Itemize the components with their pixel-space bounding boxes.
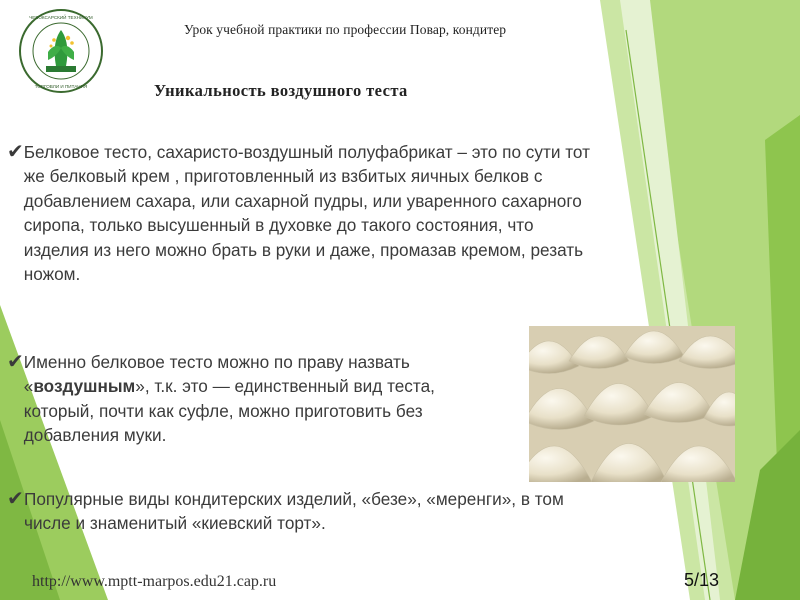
- bullet-2-text-after: », т.к. это — единственный вид теста, который, почти как суфле, можно приготовить без добавления муки.: [23, 376, 435, 446]
- bullet-2-bold-word: воздушным: [33, 376, 136, 397]
- college-logo: [18, 8, 104, 94]
- bullet-1: [7, 140, 597, 286]
- bullet-3: [7, 487, 577, 536]
- checkmark-icon: ✔: [7, 488, 24, 510]
- page-number: 5/13: [684, 570, 720, 590]
- checkmark-icon: ✔: [7, 351, 24, 373]
- bullet-2-text-before: Именно белковое тесто можно по праву назвать «: [23, 352, 410, 397]
- bullet-2: [7, 350, 507, 448]
- svg-text:ЧЕБОКСАРСКИЙ ТЕХНИКУМ: ЧЕБОКСАРСКИЙ ТЕХНИКУМ: [29, 15, 93, 20]
- bullet-2-text: [24, 350, 507, 448]
- checkmark-icon: ✔: [7, 141, 24, 163]
- lesson-header: Урок учебной практики по профессии Повар, кондитер: [184, 22, 507, 37]
- bullet-1-text: Белковое тесто, сахаристо-воздушный полуфабрикат – это по сути тот же белковый крем , приготовленный из взбитых яичных белков с добавлением сахара, или сахарной пудры, или уваренного сахарного сиропа, только высушенный в духовке до такого состояния, что изделия из него можно брать в руки и даже, промазав кремом, резать ножом.: [23, 142, 590, 285]
- bullet-3-text: Популярные виды кондитерских изделий, «безе», «меренги», в том числе и знаменитый «киевский торт».: [23, 489, 564, 534]
- meringue-photo: [529, 326, 735, 482]
- footer-url: http://www.mptt-marpos.edu21.cap.ru: [32, 573, 277, 590]
- slide-title: Уникальность воздушного теста: [154, 81, 408, 100]
- svg-text:ТОРГОВЛИ И ПИТАНИЯ: ТОРГОВЛИ И ПИТАНИЯ: [34, 84, 88, 89]
